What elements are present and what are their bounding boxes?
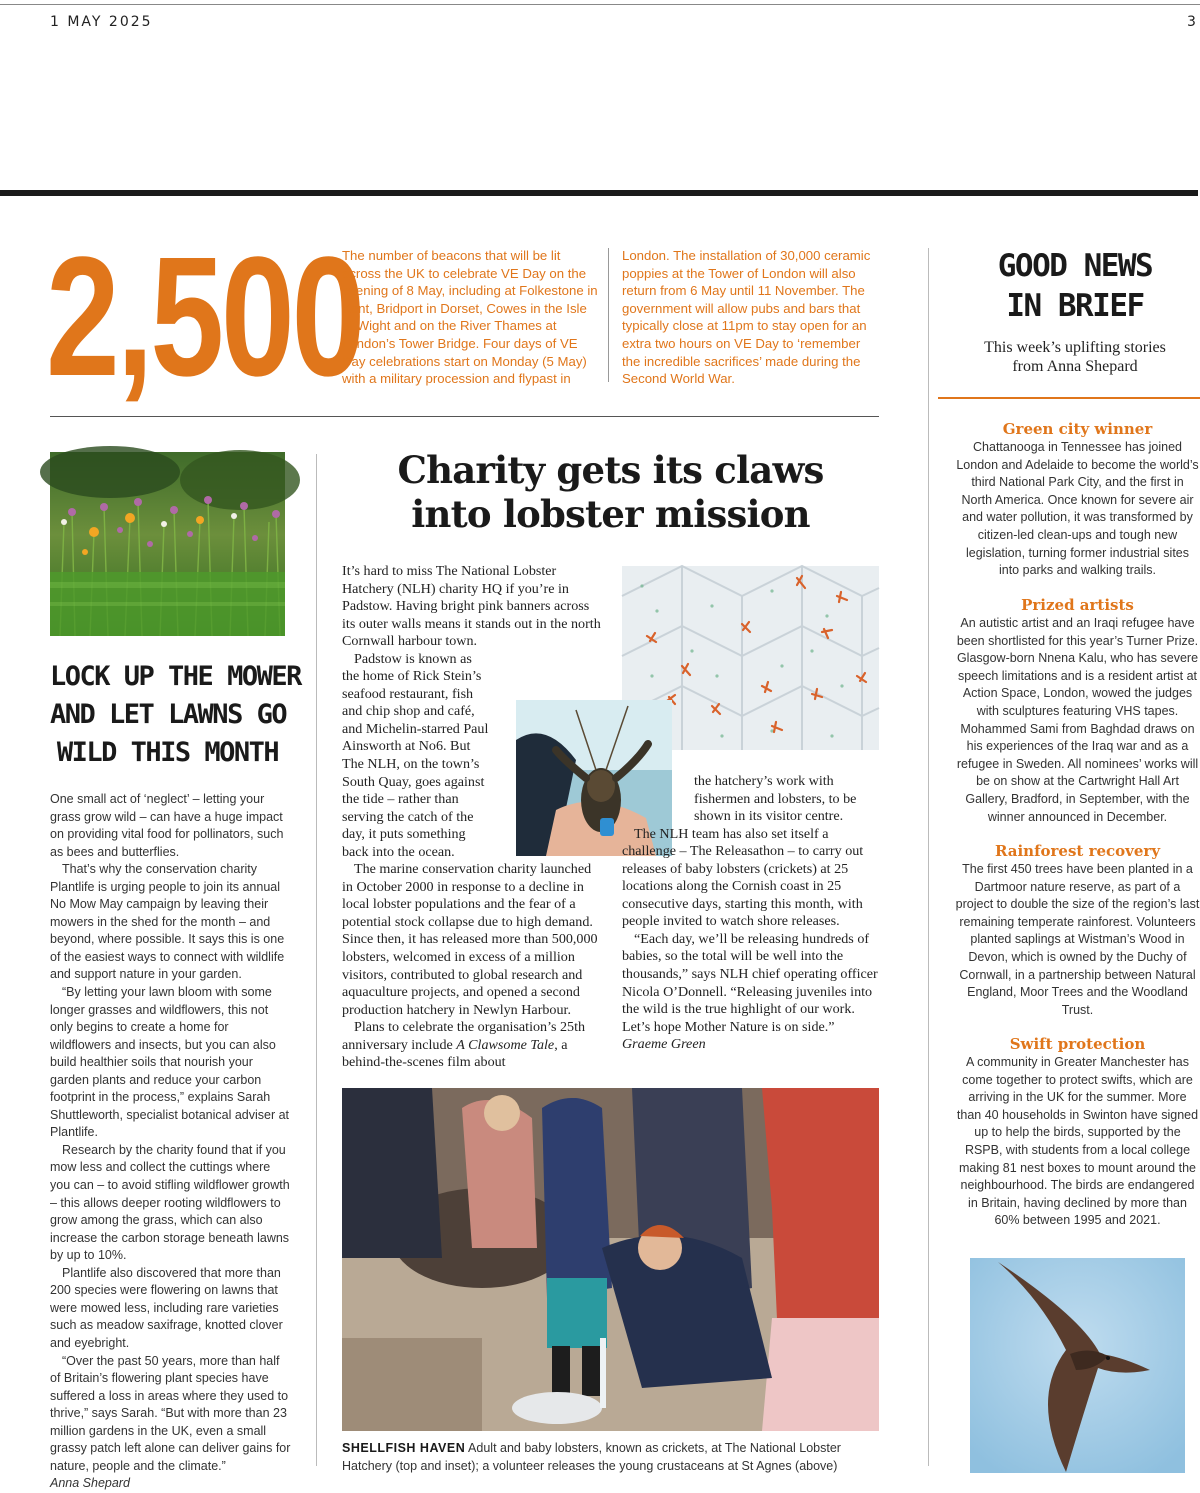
- lobster-release-photo: [342, 1088, 879, 1431]
- mower-paragraph-3: “By letting your lawn bloom with some longer grasses and wildflowers, this not only begins to create a home for wildflowers and insects, but you can also build healthier soils that nourish your garden plants and reduce your carbon footprint in the process,” explains Sarah Shuttleworth, specialist botanical adviser at Plantlife.: [50, 985, 290, 1140]
- brief-item-swift: [955, 1035, 1200, 1230]
- brief-heading-4: Swift protection: [1009, 1035, 1146, 1053]
- swift-bird-illustration: [970, 1258, 1185, 1473]
- mower-headline: [50, 658, 301, 772]
- beacons-big-number: 2,500: [46, 222, 363, 412]
- mower-headline-line-3: WILD THIS MONTH: [56, 737, 279, 768]
- lobster-quote: “Each day, we’ll be releasing hundreds of babies, so the total will be well into the thousands,” says NLH chief operating officer Nicola O’Donnell. “Releasing juveniles into the wild is the true highlight of our work. Let’s hope Mother Nature is on side.”: [622, 930, 878, 1035]
- brief-heading-2: Prized artists: [1021, 596, 1134, 614]
- page-number: 3: [1187, 14, 1196, 30]
- good-news-subtitle: [950, 338, 1200, 376]
- mower-paragraph-4: Research by the charity found that if you mow less and collect the cuttings where you can – to avoid stifling wildflower growth – this allows deeper rooting wildflowers to grow among the grass, which can also increase the carbon storage beneath lawns by up to 10%.: [50, 1142, 290, 1263]
- good-news-accent-bar: [938, 397, 1200, 399]
- lobster-headline: [342, 448, 879, 536]
- mower-paragraph-2: That’s why the conservation charity Plantlife is urging people to join its annual No Mow May campaign by leaving their mowers in the shed for the month – and beyond, where possible. It says this is one of the easiest ways to connect with wildlife and support nature in your garden.: [50, 862, 285, 982]
- brief-text-1: Chattanooga in Tennessee has joined London and Adelaide to become the world’s third National Park City, and the first in North America. Once known for severe air and water pollution, it was transformed by citizen-led clean-ups and tough new legislation, turning former industrial sites into parks and walking trails.: [956, 440, 1199, 578]
- volunteer-release-illustration: [342, 1088, 879, 1431]
- lobster-paragraph-3: The marine conservation charity launched in October 2000 in response to a decline in local lobster populations and the fear of a potential stock collapse due to high demand. Since then, it has released more than 500,000 lobsters, welcomed in excess of a million visitors, contributed to global research and aquaculture projects, and opened a second production hatchery in Newlyn Harbour.: [342, 861, 598, 1018]
- mower-article-body: [50, 791, 292, 1493]
- brief-item-green-city: [955, 420, 1200, 580]
- good-news-title: [950, 246, 1200, 326]
- brief-item-prized-artists: [955, 596, 1200, 826]
- right-column-divider: [928, 248, 929, 1466]
- lobster-headline-line-1: Charity gets its claws: [397, 448, 824, 492]
- mower-paragraph-5: Plantlife also discovered that more than 200 species were flowering on lawns that were mowed less, including rare varieties such as meadow saxifrage, knotted clover and eyebright.: [50, 1265, 283, 1350]
- brief-heading-1: Green city winner: [1002, 420, 1153, 438]
- brief-text-4: A community in Greater Manchester has come together to protect swifts, which are arriving in the UK for the summer. More than 40 households in Swinton have signed up to help the birds, supported by the RSPB, with students from a local college making 81 nest boxes to mount around the neighbourhood. The birds are endangered in Britain, having declined by more than 60% between 1995 and 2021.: [956, 1055, 1199, 1228]
- beacons-col-divider: [608, 248, 609, 382]
- mower-paragraph-6: “Over the past 50 years, more than half of Britain’s flowering plant species have suffered a loss in areas where they used to thrive,” says Sarah. “But with more than 23 million gardens in the UK, even a small grassy patch left alone can deliver gains for nature, people and the climate.”: [50, 1353, 291, 1473]
- brief-heading-3: Rainforest recovery: [994, 842, 1161, 860]
- film-title: A Clawsome Tale: [456, 1036, 555, 1053]
- mower-paragraph-1: One small act of ‘neglect’ – letting your grass grow wild – can have a huge impact on providing vital food for pollinators, such as bees and butterflies.: [50, 792, 284, 859]
- beacons-text-col2: London. The installation of 30,000 ceramic poppies at the Tower of London will also return from 6 May until 11 November. The government will allow pubs and bars that typically close at 11pm to stay open for an extra two hours on VE Day to ‘remember the incredible sacrifices’ made during the Second World War.: [622, 248, 871, 387]
- lobster-paragraph-4-start: Plans to celebrate the organisation’s 25th anniversary include: [342, 1019, 586, 1053]
- left-column-divider: [316, 454, 317, 1466]
- lobster-paragraph-4: [342, 1019, 602, 1072]
- mower-headline-line-1: LOCK UP THE MOWER: [50, 661, 301, 692]
- wildflower-illustration: [50, 452, 285, 636]
- good-news-subtitle-line-2: from Anna Shepard: [1012, 358, 1138, 375]
- good-news-subtitle-line-1: This week’s uplifting stories: [984, 339, 1166, 356]
- lobster-col2-paragraph-1: the hatchery’s work with fishermen and lobsters, to be shown in its visitor centre.: [694, 773, 857, 825]
- brief-text-3: The first 450 trees have been planted in a Dartmoor nature reserve, as part of a project to double the size of the region’s last remaining temperate rainforest. Volunteers planted saplings at Wistman’s Wood in Devon, which is owned by the Duchy of Cornwall, in a partnership between Natural England, Moor Trees and the Woodland Trust.: [955, 862, 1200, 1017]
- mower-headline-line-2: AND LET LAWNS GO: [50, 699, 287, 730]
- beacons-text-col1: The number of beacons that will be lit across the UK to celebrate VE Day on the evening of 8 May, including at Folkestone in Kent, Bridport in Dorset, Cowes in the Isle of Wight and on the River Thames at London’s Tower Bridge. Four days of VE Day celebrations start on Monday (5 May) with a military procession and flypast in: [342, 248, 598, 387]
- issue-date: 1 MAY 2025: [50, 14, 153, 30]
- lobster-column-2: [622, 773, 880, 1054]
- brief-text-2: An autistic artist and an Iraqi refugee have been shortlisted for this year’s Turner Prize. Glasgow-born Nnena Kalu, who has severe speech limitations and is a resident artist at Action Space, London, wowed the judges with sculptures featuring VHS tapes. Mohammed Sami from Baghdad draws on his experiences of the Iraq war and as a refugee in Sweden. All nominees’ works will be on show at the Cartwright Hall Art Gallery, Bradford, in September, with the winner announced in December.: [956, 616, 1199, 824]
- mower-byline: Anna Shepard: [50, 1476, 130, 1491]
- wildflower-lawn-photo: [50, 452, 285, 636]
- beacons-bottom-rule: [50, 416, 879, 417]
- lobster-paragraph-1: It’s hard to miss The National Lobster Hatchery (NLH) charity HQ if you’re in Padstow. Having bright pink banners across its outer walls means it stands out in the north Cornwall harbour town.: [342, 563, 601, 650]
- photo-caption: [342, 1440, 882, 1475]
- swift-bird-photo: [970, 1258, 1185, 1473]
- lobster-headline-line-2: into lobster mission: [411, 492, 810, 536]
- lobster-paragraph-4-end: , a behind-the-scenes film about: [342, 1036, 568, 1071]
- brief-item-rainforest: [955, 842, 1200, 1019]
- header-thick-rule: [0, 190, 1198, 196]
- good-news-title-line-2: IN BRIEF: [1006, 288, 1144, 324]
- top-hairline: [0, 4, 1200, 5]
- lobster-col2-paragraph-2: The NLH team has also set itself a challenge – The Releasathon – to carry out releases of baby lobsters (crickets) at 25 locations along the Cornish coast in 25 consecutive days, starting this month, with people invited to watch shore releases.: [622, 825, 864, 930]
- lobster-paragraph-2-text: Padstow is known as the home of Rick Stein’s seafood restaurant, fish and chip shop and café, and Michelin-starred Paul Ainsworth at No6. But The NLH, on the town’s South Quay, goes against the tide – rather than serving the catch of the day, it puts something back into the ocean.: [342, 650, 489, 860]
- good-news-title-line-1: GOOD NEWS: [997, 248, 1153, 284]
- caption-label: SHELLFISH HAVEN: [342, 1441, 466, 1455]
- lobster-byline: Graeme Green: [622, 1036, 706, 1053]
- caption-text: Adult and baby lobsters, known as crickets, at The National Lobster Hatchery (top and inset); a volunteer releases the young crustaceans at St Agnes (above): [342, 1441, 841, 1473]
- lobster-col2-paragraph-3: [622, 931, 880, 1054]
